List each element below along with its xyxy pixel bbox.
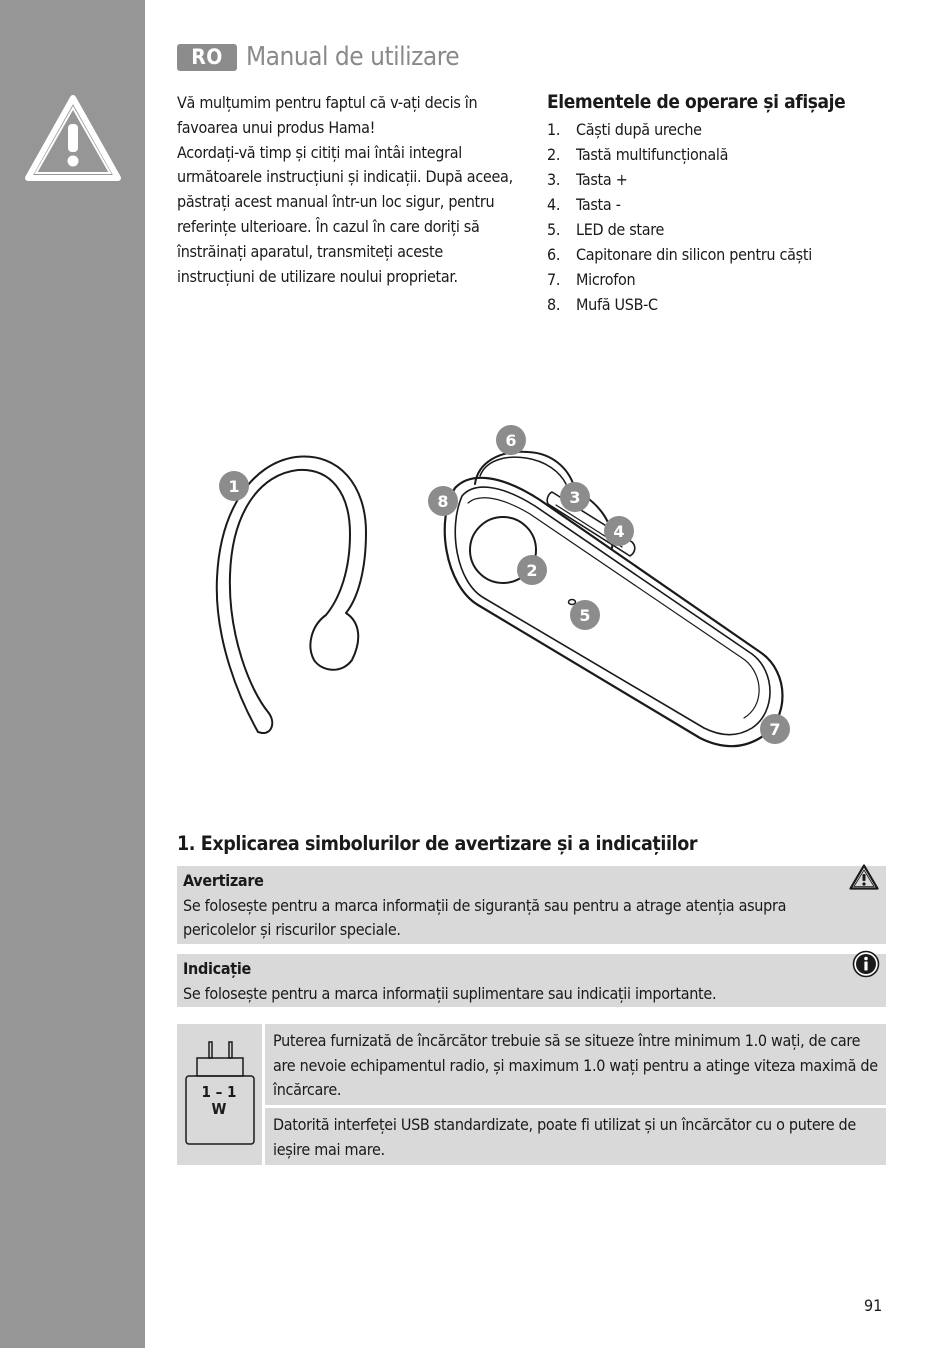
warning-triangle-icon <box>24 94 122 182</box>
list-item <box>547 292 887 317</box>
callout-label: 2 <box>526 561 538 580</box>
charger-wattage-unit: W <box>211 1100 227 1118</box>
note-box <box>177 954 886 1007</box>
callout-label: 4 <box>613 522 625 541</box>
section-title: 1. Explicarea simbolurilor de avertizare și a indicațiilor <box>177 832 698 855</box>
intro-paragraph: Acordați-vă timp și citiți mai întâi integral următoarele instrucțiuni și indicații. După aceea, păstrați acest manual într-un loc sigur, pentru referințe ulterioare. În cazul în care doriți să înstrăinați aparatul, transmiteți aceste instrucțiuni de utilizare noului proprietar. <box>177 142 513 286</box>
note-box-title: Indicație <box>183 959 251 978</box>
list-item-number: 4. <box>547 195 561 214</box>
callout-8 <box>428 486 458 516</box>
controls-heading: Elementele de operare și afișaje <box>547 91 846 113</box>
language-badge: RO <box>177 44 237 71</box>
callout-2 <box>517 555 547 585</box>
list-item-number: 1. <box>547 120 561 139</box>
warning-box <box>177 866 886 944</box>
intro-text <box>177 91 522 289</box>
page-number: 91 <box>864 1296 883 1315</box>
warning-box-title: Avertizare <box>183 871 264 890</box>
list-item-label: Tastă multifuncțională <box>576 145 729 164</box>
intro-paragraph: Vă mulțumim pentru faptul că v-ați decis în favoarea unui produs Hama! <box>177 93 478 137</box>
sidebar <box>0 0 145 1348</box>
charger-power-text: Puterea furnizată de încărcător trebuie să se situeze între minimum 1.0 wați, de care are nevoie echipamentul radio, și maximum 1.0 wați pentru a atinge viteza maximă de încărcare. <box>273 1031 878 1099</box>
callout-1 <box>219 471 249 501</box>
charger-text-cell <box>265 1024 886 1105</box>
charger-usb-text: Datorită interfeței USB standardizate, poate fi utilizat și un încărcător cu o putere de ieșire mai mare. <box>273 1115 856 1159</box>
warning-triangle-icon <box>849 864 879 890</box>
list-item-label: Microfon <box>576 270 636 289</box>
list-item-label: Tasta + <box>576 170 628 189</box>
callout-6 <box>496 425 526 455</box>
page-title: Manual de utilizare <box>246 42 460 72</box>
list-item-label: Capitonare din silicon pentru căști <box>576 245 812 264</box>
list-item-number: 2. <box>547 145 561 164</box>
callout-3 <box>560 482 590 512</box>
list-item-number: 8. <box>547 295 561 314</box>
list-item <box>547 267 887 292</box>
charger-wattage-range: 1 – 1 <box>201 1083 237 1101</box>
callout-label: 3 <box>569 488 581 507</box>
controls-list <box>547 117 887 317</box>
callout-label: 1 <box>228 477 240 496</box>
list-item <box>547 117 887 142</box>
info-icon <box>852 950 880 978</box>
list-item-label: LED de stare <box>576 220 665 239</box>
list-item <box>547 142 887 167</box>
list-item <box>547 192 887 217</box>
list-item-number: 6. <box>547 245 561 264</box>
warning-box-text: Se folosește pentru a marca informații de siguranță sau pentru a atrage atenția asupra pericolelor și riscurilor speciale. <box>183 895 787 939</box>
callout-7 <box>760 714 790 744</box>
headset-illustration <box>200 420 810 760</box>
charger-icon-cell <box>177 1024 262 1165</box>
note-box-text: Se folosește pentru a marca informații suplimentare sau indicații importante. <box>183 983 717 1003</box>
callout-label: 5 <box>579 606 591 625</box>
list-item-label: Căști după ureche <box>576 120 702 139</box>
list-item <box>547 217 887 242</box>
list-item-number: 3. <box>547 170 561 189</box>
list-item <box>547 242 887 267</box>
list-item-label: Mufă USB-C <box>576 295 658 314</box>
callout-label: 7 <box>769 720 781 739</box>
charger-text-cell <box>265 1108 886 1165</box>
list-item <box>547 167 887 192</box>
page-header <box>177 40 459 74</box>
controls-list-section <box>547 91 887 317</box>
callout-label: 6 <box>505 431 517 450</box>
list-item-label: Tasta - <box>576 195 621 214</box>
callout-5 <box>570 600 600 630</box>
charger-info-table <box>177 1024 886 1165</box>
headset-body-drawing <box>445 452 783 746</box>
list-item-number: 5. <box>547 220 561 239</box>
callout-4 <box>604 516 634 546</box>
charger-wattage-label <box>187 1084 251 1118</box>
callout-label: 8 <box>437 492 449 511</box>
list-item-number: 7. <box>547 270 561 289</box>
